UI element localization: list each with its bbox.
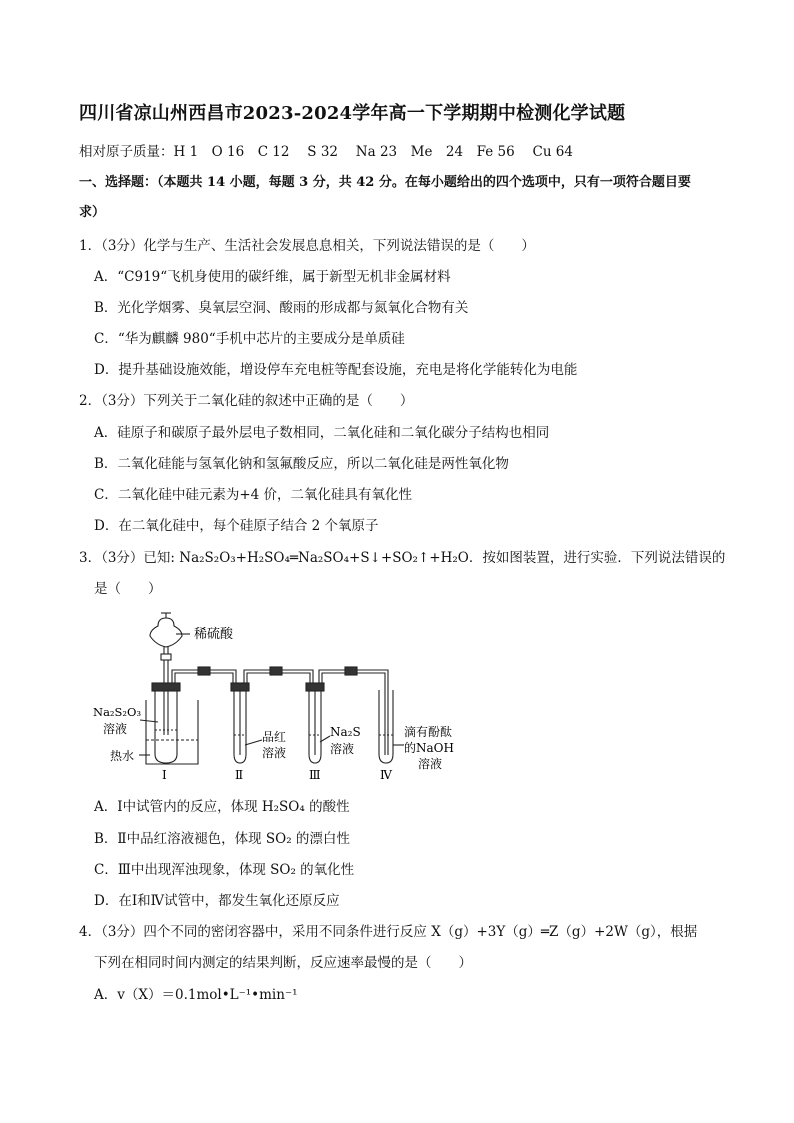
tube-1-stopper bbox=[152, 683, 180, 691]
question-4-stem-cont: 下列在相同时间内测定的结果判断，反应速率最慢的是（ ） bbox=[94, 955, 472, 971]
question-3-option-b: B．Ⅱ中品红溶液褪色，体现 SO₂ 的漂白性 bbox=[94, 831, 350, 847]
question-1-stem: 1．（3分）化学与生产、生活社会发展息息相关，下列说法错误的是（ ） bbox=[79, 238, 535, 254]
label-hot-water: 热水 bbox=[110, 749, 135, 763]
tube-2-stopper bbox=[231, 683, 249, 691]
question-2-option-a: A．硅原子和碳原子最外层电子数相同，二氧化硅和二氧化碳分子结构也相同 bbox=[94, 425, 550, 441]
tube-4 bbox=[379, 690, 393, 763]
section-heading: 一、选择题：（本题共 14 小题，每题 3 分，共 42 分。在每小题给出的四个选项中，只有一项符合题目要 bbox=[79, 175, 691, 190]
tube-1 bbox=[155, 690, 177, 763]
label-beaker-solute: Na₂S₂O₃ bbox=[93, 705, 142, 719]
question-1-option-a: A．“C919“飞机身使用的碳纤维，属于新型无机非金属材料 bbox=[94, 269, 451, 285]
section-heading-cont: 求） bbox=[79, 205, 106, 220]
clamp-2 bbox=[270, 667, 282, 675]
clamp-3 bbox=[345, 667, 357, 675]
funnel-bulb bbox=[150, 618, 182, 647]
tube-3-stopper bbox=[306, 683, 324, 691]
question-2-option-c: C．二氧化硅中硅元素为+4 价，二氧化硅具有氧化性 bbox=[94, 487, 413, 503]
page-title: 四川省凉山州西昌市2023-2024学年高一下学期期中检测化学试题 bbox=[79, 103, 626, 124]
question-3-option-c: C．Ⅲ中出现浑浊现象，体现 SO₂ 的氧化性 bbox=[94, 862, 355, 878]
label-tube3-solution: 溶液 bbox=[330, 742, 355, 756]
tube2-leader bbox=[245, 740, 262, 745]
question-3-stem-cont: 是（ ） bbox=[94, 581, 162, 597]
question-3-option-a: A．Ⅰ中试管内的反应，体现 H₂SO₄ 的酸性 bbox=[94, 799, 350, 815]
question-2-stem: 2．（3分）下列关于二氧化硅的叙述中正确的是（ ） bbox=[79, 393, 414, 409]
roman-1: Ⅰ bbox=[162, 768, 167, 782]
question-1-option-d: D．提升基础设施效能，增设停车充电桩等配套设施，充电是将化学能转化为电能 bbox=[94, 362, 578, 378]
question-4-stem: 4．（3分）四个不同的密闭容器中，采用不同条件进行反应 X（g）+3Y（g）═Z（g）+2W（g），根据 bbox=[79, 924, 698, 940]
label-tube2-solution: 溶液 bbox=[262, 746, 287, 760]
label-tube3-reagent: Na₂S bbox=[330, 725, 361, 739]
question-3-stem: 3．（3分）已知: Na₂S₂O₃+H₂SO₄═Na₂SO₄+S↓+SO₂↑+H₂O．按如图装置，进行实验．下列说法错误的 bbox=[79, 550, 726, 566]
label-tube4-line2: 的NaOH bbox=[404, 741, 454, 755]
question-1-option-c: C．“华为麒麟 980“手机中芯片的主要成分是单质硅 bbox=[94, 331, 405, 347]
question-1-option-b: B．光化学烟雾、臭氧层空洞、酸雨的形成都与氮氧化合物有关 bbox=[94, 300, 469, 316]
question-4-option-a: A．v（X）＝0.1mol•L⁻¹•min⁻¹ bbox=[94, 987, 298, 1003]
label-tube4-line3: 溶液 bbox=[418, 757, 443, 771]
label-tube2-reagent: 品红 bbox=[262, 730, 287, 744]
beaker bbox=[146, 700, 198, 764]
label-beaker-solution: 溶液 bbox=[103, 722, 128, 736]
question-2-option-d: D．在二氧化硅中，每个硅原子结合 2 个氧原子 bbox=[94, 518, 379, 534]
roman-3: Ⅲ bbox=[309, 768, 321, 782]
label-tube4-line1: 滴有酚酞 bbox=[404, 725, 453, 739]
label-dilute-acid: 稀硫酸 bbox=[194, 627, 234, 642]
question-2-option-b: B．二氧化硅能与氢氧化钠和氢氟酸反应，所以二氧化硅是两性氧化物 bbox=[94, 456, 509, 472]
roman-2: Ⅱ bbox=[235, 768, 244, 782]
atomic-masses: 相对原子质量：H 1 O 16 C 12 S 32 Na 23 Me 24 Fe 56 Cu 64 bbox=[79, 144, 573, 160]
question-3-option-d: D．在Ⅰ和Ⅳ试管中，都发生氧化还原反应 bbox=[94, 893, 340, 909]
roman-4: Ⅳ bbox=[380, 768, 392, 782]
funnel-stopcock bbox=[161, 654, 171, 660]
clamp-1 bbox=[198, 667, 210, 675]
